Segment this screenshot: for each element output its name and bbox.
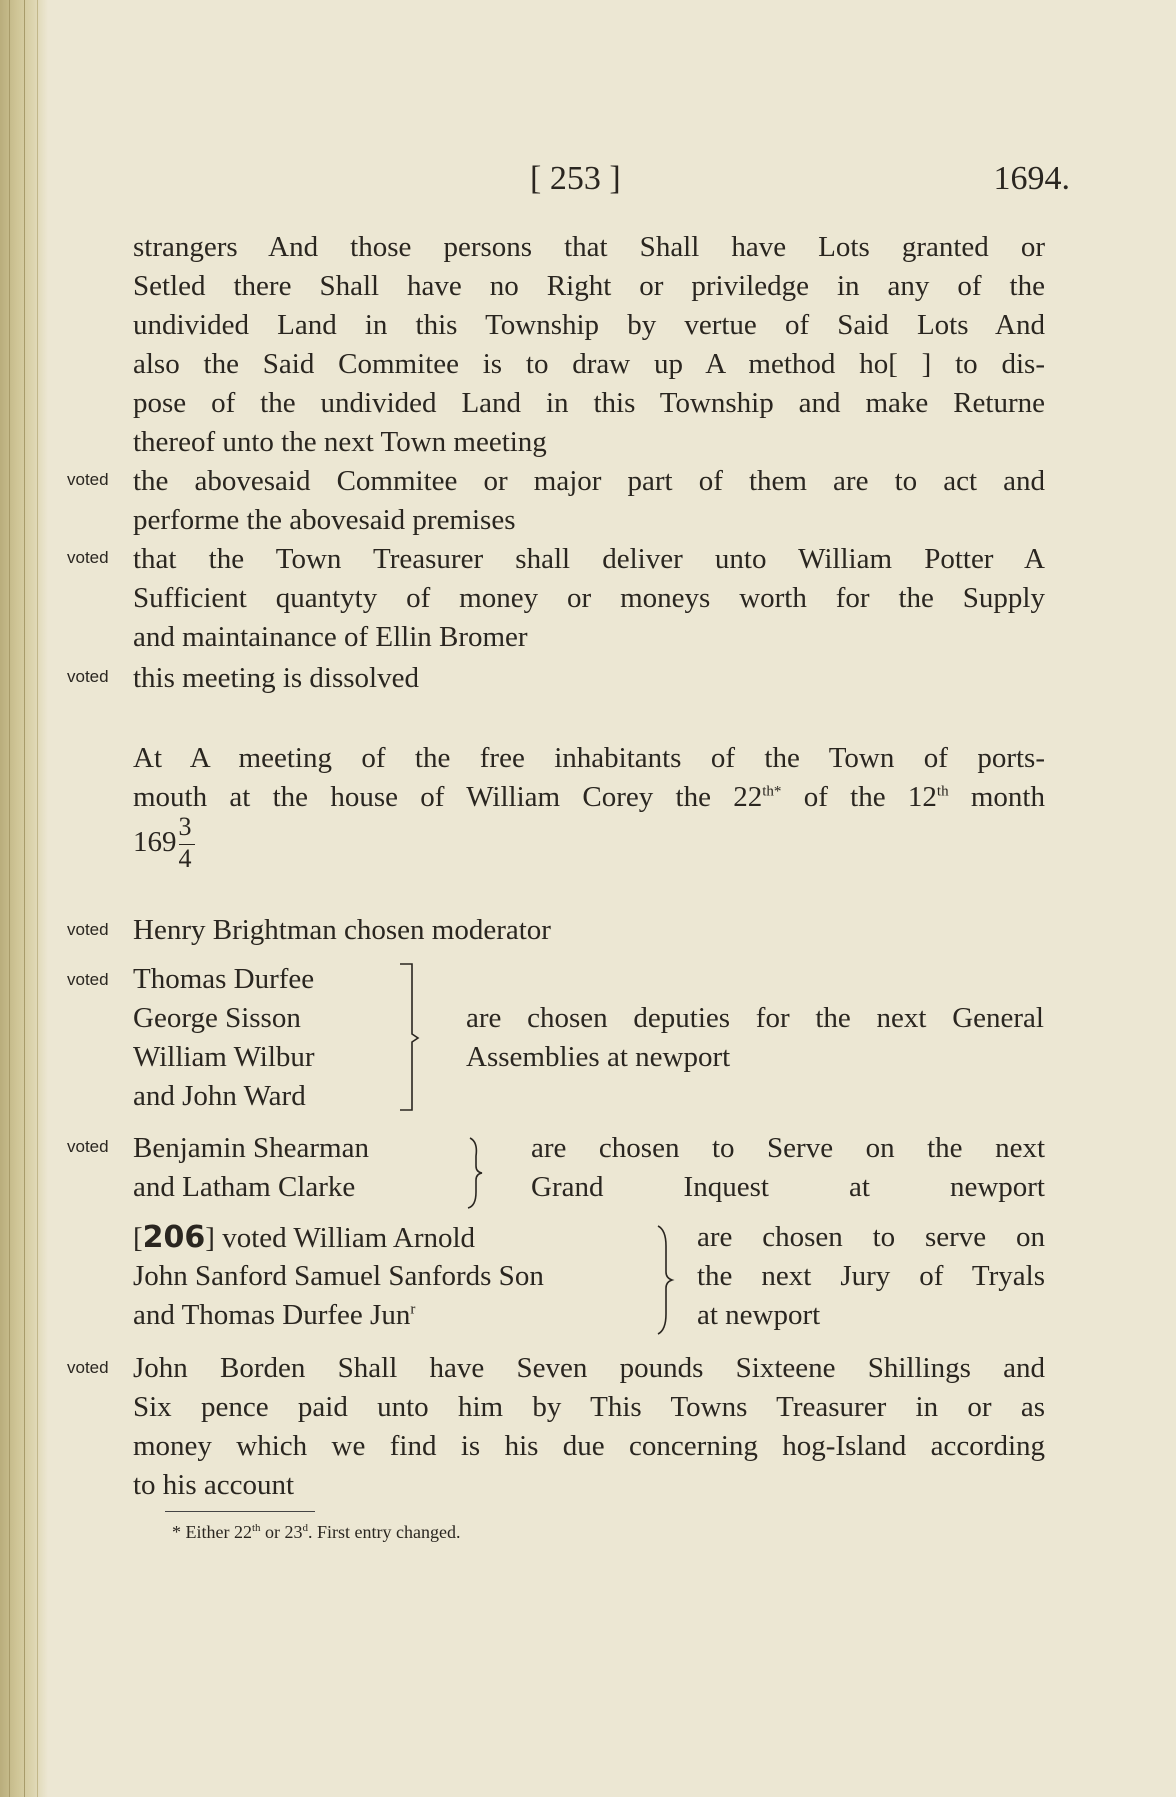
inquest-brace [462,1136,488,1210]
margin-voted: voted [67,470,109,489]
text-line: Setled there Shall have no Right or priviledge in any of the [133,270,1045,302]
vote-moderator: Henry Brightman chosen moderator [133,914,551,946]
text-line: John Borden Shall have Seven pounds Sixteene Shillings and [133,1352,1045,1384]
text-line: also the Said Commitee is to draw up A method ho[ ] to dis- [133,348,1045,380]
text-line: to his account [133,1469,295,1501]
vote-committee [133,462,1045,540]
meeting-year: 169 $\frac{3}{4}$ [133,823,1045,862]
vote-borden [133,1349,1045,1505]
text-line: mouth at the house of William Corey the $22^{th*}$ of the 12th month [133,781,1045,813]
margin-voted: voted [67,1358,109,1377]
deputies-brace [396,962,426,1114]
page-reference: 206 [142,1220,206,1255]
vote-dissolved [133,659,1045,698]
text-line: strangers And those persons that Shall have Lots granted or [133,231,1045,263]
jury-result: the next Jury of Tryals [697,1260,1045,1292]
jury-line: [206] voted William Arnold [133,1220,476,1255]
inquest-result: Grand Inquest at newport [531,1171,1045,1203]
spine-line [24,0,25,1797]
text-line: this meeting is dissolved [133,662,419,694]
margin-voted: voted [67,970,109,989]
page-year: 1694. [993,160,1070,197]
text-line: the abovesaid Commitee or major part of them are to act and [133,465,1045,497]
text-line: undivided Land in this Township by vertue of Said Lots And [133,309,1045,341]
margin-voted: voted [67,548,109,567]
spine-line [9,0,10,1797]
text-line: Six pence paid unto him by This Towns Treasurer in or as [133,1391,1045,1423]
jury-line: John Sanford Samuel Sanfords Son [133,1260,544,1292]
year-fraction: $\frac{3}{4}$ [177,823,199,862]
spine-line [37,0,38,1797]
text-line: Sufficient quantyty of money or moneys worth for the Supply [133,582,1045,614]
text-line: thereof unto the next Town meeting [133,426,547,458]
jury-result: are chosen to serve on [697,1221,1045,1253]
deputy-name: Thomas Durfee [133,963,315,995]
page-header [530,160,1070,210]
footnote-rule [165,1511,315,1512]
footnote: * Either 22th or 23$^d$. First entry changed. [172,1522,461,1542]
jury-result: at newport [697,1299,821,1331]
deputies-result: are chosen deputies for the next General [466,1002,1044,1034]
inquest-name: and Latham Clarke [133,1171,356,1203]
inquest-result: are chosen to Serve on the next [531,1132,1045,1164]
deputies-result: Assemblies at newport [466,1041,731,1073]
deputy-name: George Sisson [133,1002,301,1034]
paragraph-strangers [133,228,1045,462]
text-line: money which we find is his due concerning hog-Island according [133,1430,1045,1462]
jury-brace [652,1224,678,1336]
text-line: pose of the undivided Land in this Township and make Returne [133,387,1045,419]
jury-line: and Thomas Durfee Jun$^r$ [133,1299,416,1331]
inquest-name: Benjamin Shearman [133,1132,369,1164]
deputy-name: and John Ward [133,1080,306,1112]
vote-treasurer [133,540,1045,657]
text-line: and maintainance of Ellin Bromer [133,621,528,653]
text-line: performe the abovesaid premises [133,504,516,536]
margin-voted: voted [67,1137,109,1156]
deputy-name: William Wilbur [133,1041,315,1073]
text-line: that the Town Treasurer shall deliver unto William Potter A [133,543,1045,575]
meeting-heading [133,739,1045,873]
text-line: At A meeting of the free inhabitants of the Town of ports- [133,742,1045,774]
margin-voted: voted [67,920,109,939]
page-number: [ 253 ] [530,160,621,197]
margin-voted: voted [67,667,109,686]
